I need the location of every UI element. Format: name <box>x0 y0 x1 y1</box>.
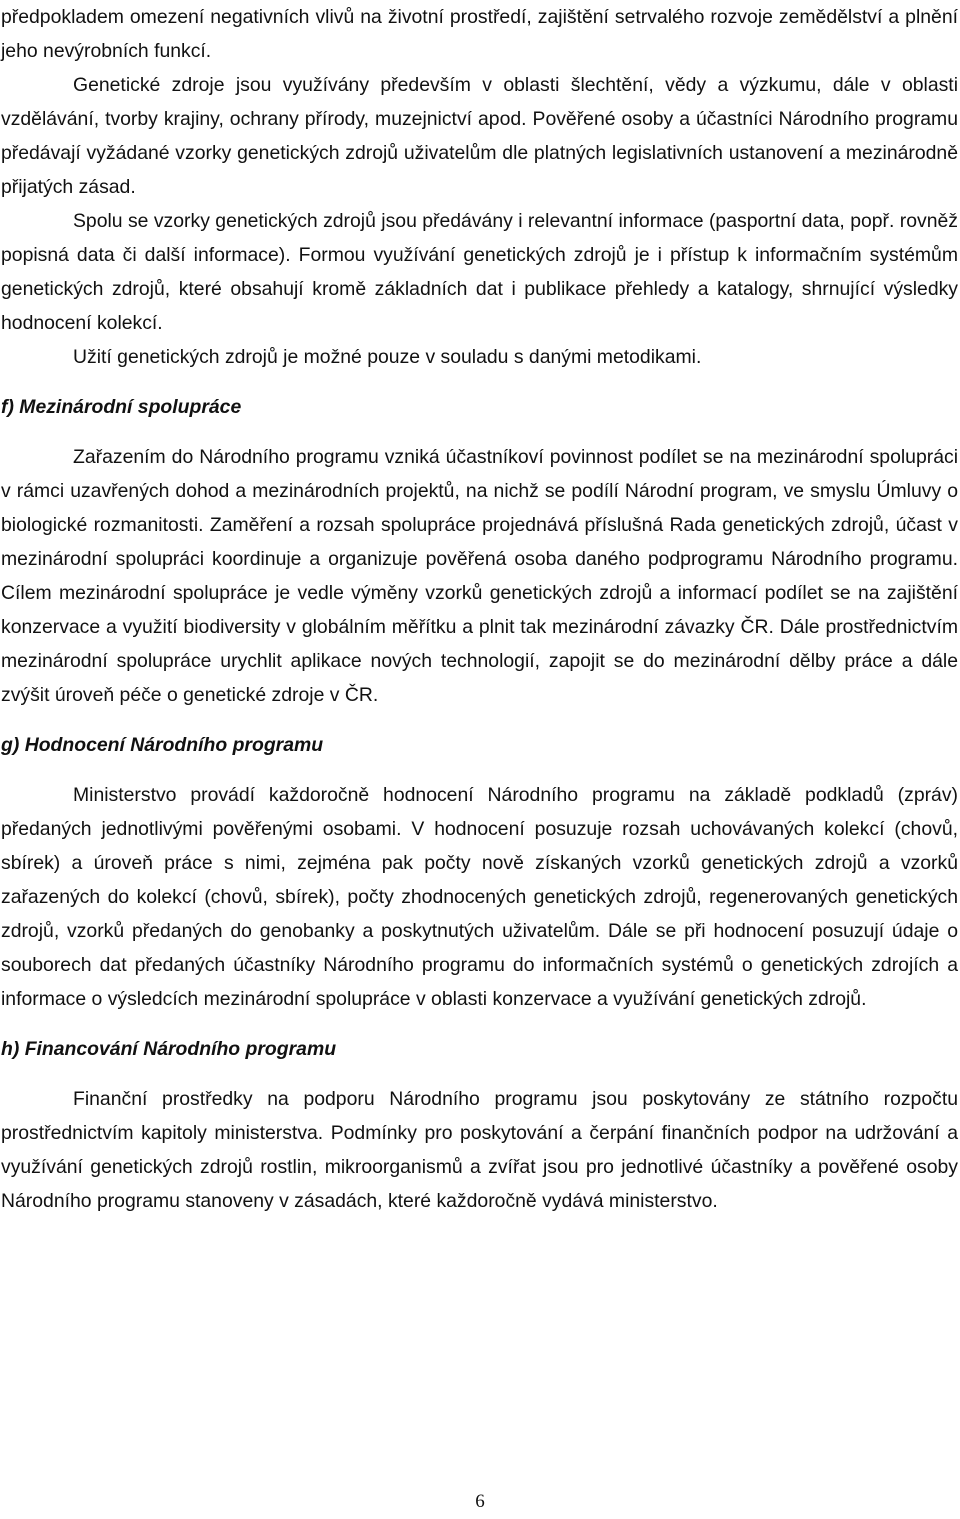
paragraph-relevant-information: Spolu se vzorky genetických zdrojů jsou předávány i relevantní informace (pasportní data, popř. rovněž popisná data či další informace). Formou využívání genetických zdrojů je i přístup k informačním systémům genetických zdrojů, které obsahují kromě základních dat i publikace přehledy a katalogy, shrnující výsledky hodnocení kolekcí. <box>1 210 958 334</box>
spacer <box>1 1066 958 1082</box>
section-heading-international-cooperation: f) Mezinárodní spolupráce <box>1 396 242 418</box>
spacer <box>1 1016 958 1032</box>
paragraph-program-financing: Finanční prostředky na podporu Národního programu jsou poskytovány ze státního rozpočtu prostřednictvím kapitoly ministerstva. Podmínky pro poskytování a čerpání finančních podpor na udržování a využívání genetických zdrojů rostlin, mikroorganismů a zvířat jsou pro jednotlivé účastníky a pověřené osoby Národního programu stanoveny v zásadách, které každoročně vydává ministerstvo. <box>1 1088 958 1212</box>
paragraph-genetic-resources-use: Genetické zdroje jsou využívány především v oblasti šlechtění, vědy a výzkumu, dále v oblasti vzdělávání, tvorby krajiny, ochrany přírody, muzejnictví apod. Pověřené osoby a účastníci Národního programu předávají vyžádané vzorky genetických zdrojů uživatelům dle platných legislativních ustanovení a mezinárodně přijatých zásad. <box>1 74 958 198</box>
spacer <box>1 424 958 440</box>
spacer <box>1 762 958 778</box>
section-heading-program-evaluation: g) Hodnocení Národního programu <box>1 734 324 756</box>
spacer <box>1 712 958 728</box>
spacer <box>1 374 958 390</box>
paragraph-methods: Užití genetických zdrojů je možné pouze v souladu s danými metodikami. <box>73 346 702 368</box>
page-number: 6 <box>475 1491 485 1512</box>
paragraph-program-evaluation: Ministerstvo provádí každoročně hodnocení Národního programu na základě podkladů (zpráv) předaných jednotlivými pověřenými osobami. V hodnocení posuzuje rozsah uchovávaných kolekcí (chovů, sbírek) a úroveň práce s nimi, zejména pak počty nově získaných vzorků genetických zdrojů a vzorků zařazených do kolekcí (chovů, sbírek), počty zhodnocených genetických zdrojů, regenerovaných genetických zdrojů, vzorků předaných do genobanky a poskytnutých uživatelům. Dále se při hodnocení posuzují údaje o souborech dat předaných účastníky Národního programu do informačních systémů o genetických zdrojích a informace o výsledcích mezinárodní spolupráce v oblasti konzervace a využívání genetických zdrojů. <box>1 784 958 1010</box>
section-heading-program-financing: h) Financování Národního programu <box>1 1038 337 1060</box>
paragraph-continuation: předpokladem omezení negativních vlivů na životní prostředí, zajištění setrvalého rozvoje zemědělství a plnění jeho nevýrobních funkcí. <box>1 6 958 62</box>
paragraph-international-cooperation: Zařazením do Národního programu vzniká účastníkoví povinnost podílet se na mezinárodní spolupráci v rámci uzavřených dohod a mezinárodních projektů, na nichž se podílí Národní program, ve smyslu Úmluvy o biologické rozmanitosti. Zaměření a rozsah spolupráce projednává příslušná Rada genetických zdrojů, účast v mezinárodní spolupráci koordinuje a organizuje pověřená osoba daného podprogramu Národního programu. Cílem mezinárodní spolupráce je vedle výměny vzorků genetických zdrojů a informací podílet se na zajištění konzervace a využití biodiversity v globálním měřítku a plnit tak mezinárodní závazky ČR. Dále prostřednictvím mezinárodní spolupráce urychlit aplikace nových technologií, zapojit se do mezinárodní dělby práce a dále zvýšit úroveň péče o genetické zdroje v ČR. <box>1 446 958 706</box>
